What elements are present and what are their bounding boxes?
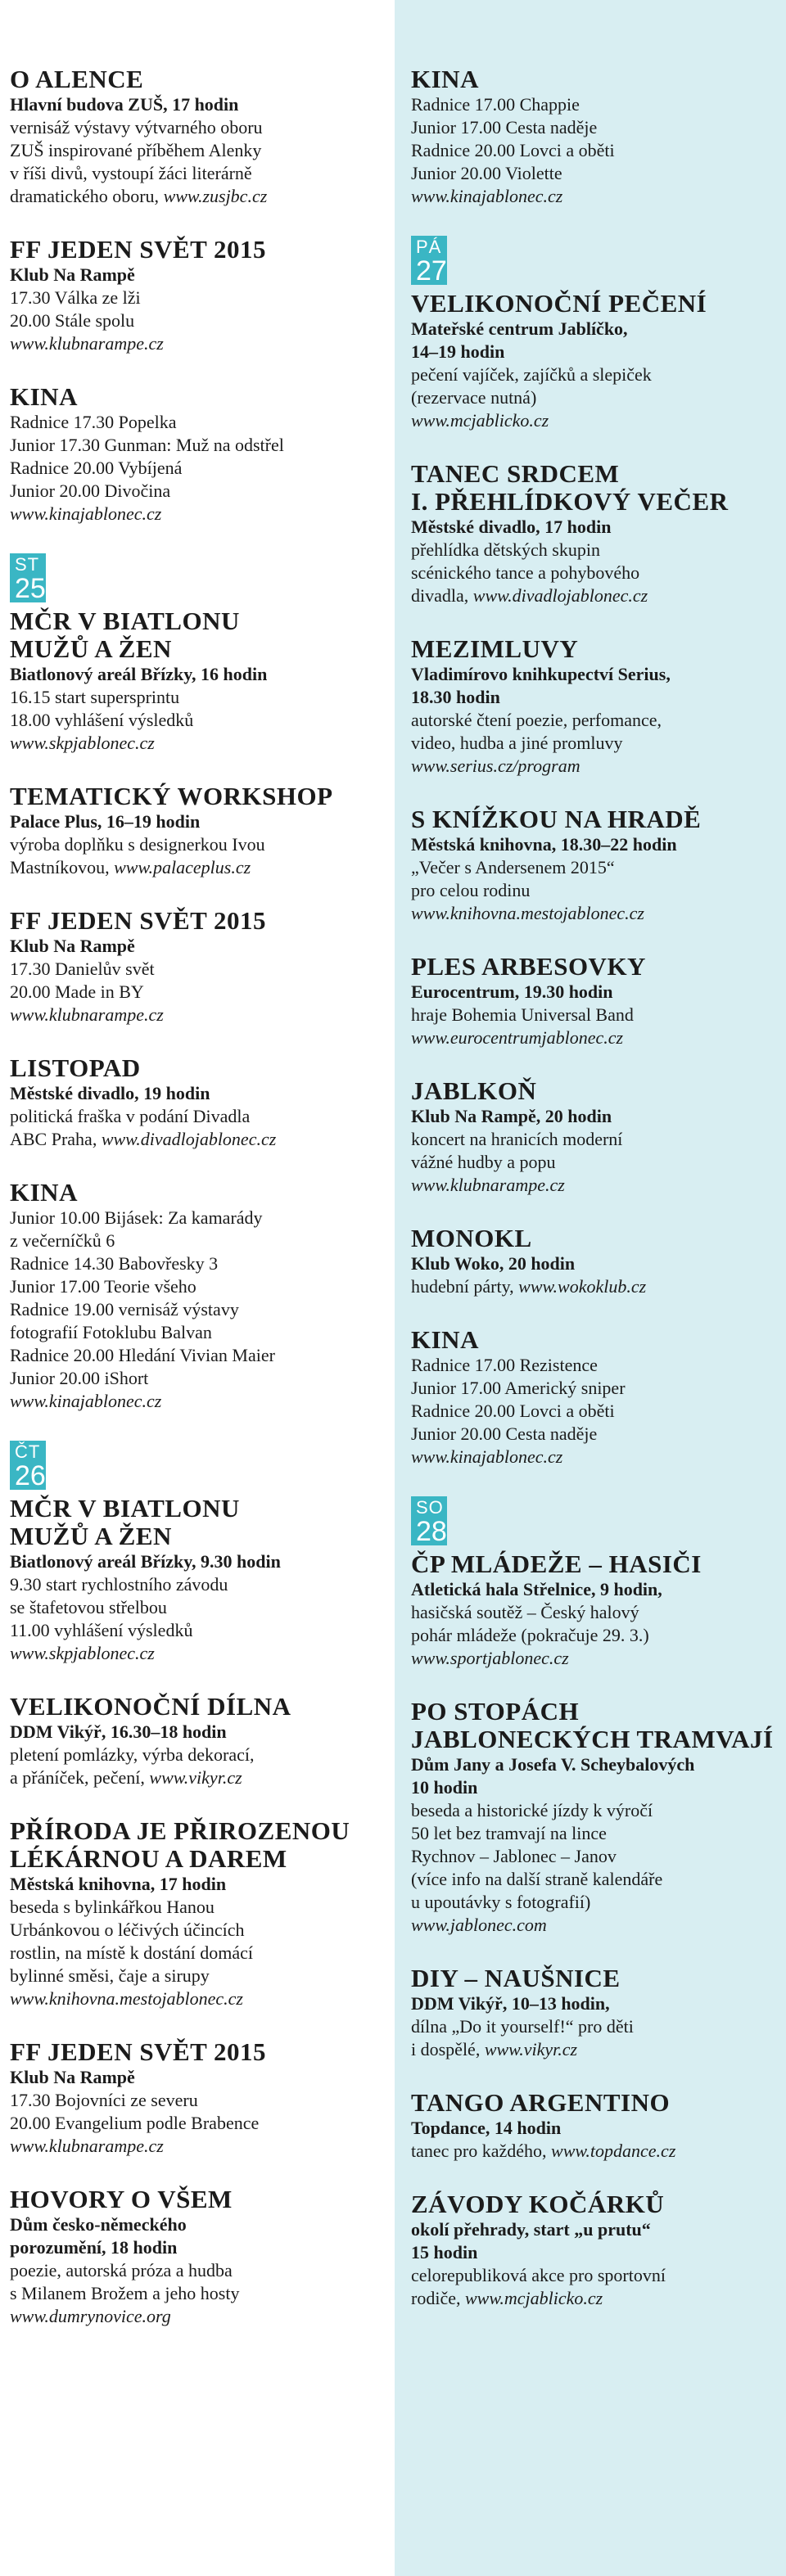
- event-detail-line: [10, 1298, 385, 1321]
- event-venue: DDM Vikýř, 16.30–18 hodin: [10, 1721, 227, 1742]
- event-venue: Topdance, 14 hodin: [411, 2118, 562, 2138]
- event-detail-line: [10, 1744, 385, 1766]
- event-detail-text: 17.30 Danielův svět: [10, 959, 155, 979]
- event-venue: Hlavní budova ZUŠ, 17 hodin: [10, 94, 239, 115]
- event-website-link[interactable]: www.kinajablonec.cz: [10, 503, 162, 524]
- event-title: PO STOPÁCH: [411, 1697, 580, 1726]
- event-detail-text: koncert na hranicích moderní: [411, 1129, 623, 1149]
- event-detail-text: výroba doplňku s designerkou Ivou: [10, 834, 265, 855]
- event-title: KINA: [411, 1325, 479, 1354]
- date-badge-number: 25: [15, 573, 46, 604]
- event-detail-line: [10, 411, 385, 434]
- date-badge-number: 26: [15, 1460, 46, 1491]
- event-venue: 15 hodin: [411, 2242, 478, 2262]
- event-detail-line: [411, 584, 778, 607]
- event-detail-text: Junior 20.00 Divočina: [10, 480, 171, 501]
- event-title: JABLKOŇ: [411, 1076, 537, 1105]
- event-detail-text: vážné hudby a popu: [411, 1152, 556, 1172]
- event-title: MUŽŮ A ŽEN: [10, 634, 172, 663]
- event-detail-line: [10, 1321, 385, 1344]
- event-detail-text: Radnice 17.30 Popelka: [10, 412, 177, 432]
- event-detail-line: [411, 2140, 778, 2163]
- event-block: [411, 1496, 778, 1670]
- event-website-link[interactable]: www.kinajablonec.cz: [411, 186, 563, 206]
- event-detail-text: vernisáž výstavy výtvarného oboru: [10, 117, 263, 138]
- event-detail-line: [10, 1642, 385, 1665]
- event-detail-line: [10, 2112, 385, 2135]
- event-block: [411, 236, 778, 432]
- event-detail-line: [411, 363, 778, 386]
- event-title: MEZIMLUVY: [411, 634, 579, 663]
- date-badge: [10, 553, 46, 602]
- event-website-link[interactable]: www.vikyr.cz: [149, 1767, 242, 1788]
- event-title: LISTOPAD: [10, 1053, 141, 1082]
- event-block: [10, 1817, 385, 2010]
- event-detail-line: [10, 1004, 385, 1026]
- event-block: [411, 1965, 778, 2061]
- event-block: [10, 236, 385, 355]
- event-website-link[interactable]: www.mcjablicko.cz: [464, 2288, 603, 2308]
- event-venue: Dům Jany a Josefa V. Scheybalových: [411, 1754, 695, 1775]
- event-title: ZÁVODY KOČÁRKŮ: [411, 2190, 665, 2218]
- event-detail-text: Radnice 20.00 Vybíjená: [10, 458, 183, 478]
- event-detail-line: [411, 185, 778, 208]
- date-badge-day: SO: [416, 1497, 444, 1518]
- event-detail-line: [10, 981, 385, 1004]
- event-detail-line: [411, 1845, 778, 1868]
- event-detail-line: [411, 2015, 778, 2038]
- event-detail-text: z večerníčků 6: [10, 1230, 115, 1251]
- event-block: [10, 383, 385, 526]
- event-block: [411, 1077, 778, 1197]
- event-detail-line: [411, 116, 778, 139]
- event-website-link[interactable]: www.mcjablicko.cz: [411, 410, 549, 431]
- event-detail-line: [10, 1965, 385, 1987]
- event-detail-line: [10, 1207, 385, 1229]
- event-detail-line: [10, 1942, 385, 1965]
- event-detail-line: [10, 1896, 385, 1919]
- event-detail-text: Radnice 17.00 Chappie: [411, 94, 580, 115]
- event-detail-line: [411, 1128, 778, 1151]
- event-detail-text: i dospělé,: [411, 2039, 485, 2059]
- event-detail-line: [10, 1344, 385, 1367]
- event-detail-line: [10, 1105, 385, 1128]
- event-detail-line: [10, 457, 385, 480]
- event-block: [10, 907, 385, 1026]
- event-title: TANGO ARGENTINO: [411, 2088, 671, 2117]
- event-detail-text: Radnice 20.00 Lovci a oběti: [411, 140, 615, 160]
- event-detail-text: ABC Praha,: [10, 1129, 102, 1149]
- event-detail-line: [10, 856, 385, 879]
- event-detail-line: [10, 503, 385, 526]
- event-detail-text: celorepubliková akce pro sportovní: [411, 2265, 666, 2285]
- event-venue: 10 hodin: [411, 1777, 478, 1798]
- event-detail-text: scénického tance a pohybového: [411, 562, 640, 583]
- event-block: [411, 1225, 778, 1298]
- event-detail-line: [411, 902, 778, 925]
- event-venue: Dům česko-německého: [10, 2214, 187, 2235]
- event-detail-text: Junior 17.00 Cesta naděje: [411, 117, 598, 138]
- event-venue: Mateřské centrum Jablíčko,: [411, 318, 628, 339]
- event-detail-text: přehlídka dětských skupin: [411, 539, 600, 560]
- event-website-link[interactable]: www.dumrynovice.org: [10, 2306, 171, 2326]
- date-badge-number: 27: [416, 255, 447, 286]
- event-detail-line: [10, 1596, 385, 1619]
- event-detail-line: [411, 2287, 778, 2310]
- event-venue: Palace Plus, 16–19 hodin: [10, 811, 201, 832]
- event-detail-text: 17.30 Válka ze lži: [10, 287, 141, 308]
- event-detail-line: [10, 1128, 385, 1151]
- event-detail-line: [411, 1354, 778, 1377]
- event-detail-text: pohár mládeže (pokračuje 29. 3.): [411, 1625, 649, 1645]
- event-detail-line: [411, 1624, 778, 1647]
- event-title: DIY – NAUŠNICE: [411, 1964, 621, 1992]
- event-detail-line: [10, 162, 385, 185]
- event-detail-line: [10, 2135, 385, 2158]
- event-detail-text: pletení pomlázky, výrba dekorací,: [10, 1744, 255, 1765]
- event-detail-line: [10, 332, 385, 355]
- date-badge-number: 28: [416, 1516, 447, 1547]
- event-detail-line: [411, 709, 778, 732]
- event-detail-line: [411, 386, 778, 409]
- event-detail-line: [411, 1914, 778, 1937]
- event-detail-text: ZUŠ inspirované příběhem Alenky: [10, 140, 262, 160]
- event-detail-text: 20.00 Stále spolu: [10, 310, 135, 331]
- event-title: VELIKONOČNÍ DÍLNA: [10, 1692, 291, 1721]
- event-venue: Klub Na Rampě: [10, 264, 135, 285]
- event-detail-line: [411, 1275, 778, 1298]
- event-detail-line: [10, 833, 385, 856]
- event-detail-text: Junior 17.30 Gunman: Muž na odstřel: [10, 435, 284, 455]
- event-website-link[interactable]: www.knihovna.mestojablonec.cz: [10, 1988, 243, 2009]
- event-detail-line: [411, 755, 778, 778]
- event-venue: Městská knihovna, 17 hodin: [10, 1874, 227, 1894]
- event-block: [411, 2089, 778, 2163]
- event-detail-line: [411, 2038, 778, 2061]
- event-block: [411, 460, 778, 607]
- event-venue: okolí přehrady, start „u prutu“: [411, 2219, 651, 2240]
- event-venue: Biatlonový areál Břízky, 16 hodin: [10, 664, 268, 684]
- event-detail-text: 17.30 Bojovníci ze severu: [10, 2090, 198, 2110]
- event-detail-line: [10, 709, 385, 732]
- event-detail-text: fotografií Fotoklubu Balvan: [10, 1322, 212, 1342]
- event-detail-line: [411, 93, 778, 116]
- event-detail-line: [10, 732, 385, 755]
- event-title: FF JEDEN SVĚT 2015: [10, 906, 267, 935]
- event-detail-text: Radnice 14.30 Babovřesky 3: [10, 1253, 219, 1274]
- event-venue: 14–19 hodin: [411, 341, 505, 362]
- event-detail-text: Urbánkovou o léčivých účincích: [10, 1920, 245, 1940]
- event-detail-text: 20.00 Evangelium podle Brabence: [10, 2113, 260, 2133]
- event-detail-text: a přáníček, pečení,: [10, 1767, 150, 1788]
- event-venue: Klub Woko, 20 hodin: [411, 1253, 576, 1274]
- event-detail-text: Junior 17.00 Teorie všeho: [10, 1276, 196, 1297]
- event-detail-line: [10, 1252, 385, 1275]
- event-website-link[interactable]: www.vikyr.cz: [484, 2039, 578, 2059]
- event-title: FF JEDEN SVĚT 2015: [10, 2037, 267, 2066]
- event-website-link[interactable]: www.skpjablonec.cz: [10, 1643, 155, 1663]
- event-title: PŘÍRODA JE PŘIROZENOU: [10, 1816, 350, 1845]
- event-detail-text: Radnice 19.00 vernisáž výstavy: [10, 1299, 239, 1320]
- event-detail-text: 18.00 vyhlášení výsledků: [10, 710, 194, 730]
- event-venue: DDM Vikýř, 10–13 hodin,: [411, 1993, 610, 2014]
- right-column-content: [395, 0, 786, 2310]
- event-detail-line: [411, 562, 778, 584]
- event-detail-line: [10, 2282, 385, 2305]
- event-detail-line: [411, 856, 778, 879]
- date-badge-day: ST: [15, 554, 40, 575]
- event-detail-text: poezie, autorská próza a hudba: [10, 2260, 233, 2281]
- event-title: TEMATICKÝ WORKSHOP: [10, 782, 333, 810]
- event-detail-line: [411, 1004, 778, 1026]
- event-detail-line: [10, 686, 385, 709]
- event-detail-line: [411, 1446, 778, 1468]
- event-detail-text: beseda a historické jízdy k výročí: [411, 1800, 653, 1820]
- event-detail-line: [10, 1229, 385, 1252]
- event-detail-text: (rezervace nutná): [411, 387, 537, 408]
- event-title: JABLONECKÝCH TRAMVAJÍ: [411, 1725, 774, 1753]
- event-website-link[interactable]: www.serius.cz/program: [411, 756, 580, 776]
- event-detail-text: hraje Bohemia Universal Band: [411, 1004, 634, 1025]
- event-venue: Vladimírovo knihkupectví Serius,: [411, 664, 671, 684]
- date-badge: [10, 1441, 46, 1490]
- event-detail-text: hudební párty,: [411, 1276, 519, 1297]
- event-title: KINA: [10, 1178, 78, 1207]
- event-website-link[interactable]: www.kinajablonec.cz: [411, 1446, 563, 1467]
- event-detail-text: Junior 10.00 Bijásek: Za kamarády: [10, 1207, 263, 1228]
- date-badge-day: ČT: [15, 1441, 41, 1462]
- event-website-link[interactable]: www.skpjablonec.cz: [10, 733, 155, 753]
- event-block: [10, 1693, 385, 1789]
- event-detail-line: [411, 1423, 778, 1446]
- event-detail-line: [411, 1151, 778, 1174]
- event-block: [10, 2186, 385, 2328]
- event-detail-line: [411, 139, 778, 162]
- event-block: [411, 65, 778, 208]
- event-title: I. PŘEHLÍDKOVÝ VEČER: [411, 487, 729, 516]
- event-website-link[interactable]: www.sportjablonec.cz: [411, 1648, 569, 1668]
- event-venue: 18.30 hodin: [411, 687, 500, 707]
- event-website-link[interactable]: www.wokoklub.cz: [518, 1276, 647, 1297]
- event-block: [10, 1441, 385, 1665]
- event-website-link[interactable]: www.palaceplus.cz: [114, 857, 251, 877]
- event-block: [411, 805, 778, 925]
- event-website-link[interactable]: www.eurocentrumjablonec.cz: [411, 1027, 624, 1048]
- event-detail-line: [10, 958, 385, 981]
- event-block: [10, 553, 385, 755]
- event-detail-line: [10, 1766, 385, 1789]
- event-detail-text: u upoutávky s fotografií): [411, 1892, 591, 1912]
- event-detail-line: [10, 1573, 385, 1596]
- event-detail-text: bylinné směsi, čaje a sirupy: [10, 1965, 210, 1986]
- event-detail-line: [411, 1174, 778, 1197]
- event-detail-line: [411, 1799, 778, 1822]
- event-block: [411, 953, 778, 1049]
- event-title: PLES ARBESOVKY: [411, 952, 646, 981]
- event-block: [10, 783, 385, 879]
- event-detail-text: Mastníkovou,: [10, 857, 115, 877]
- event-detail-line: [10, 185, 385, 208]
- event-detail-text: s Milanem Brožem a jeho hosty: [10, 2283, 240, 2303]
- event-detail-text: tanec pro každého,: [411, 2141, 552, 2161]
- event-block: [411, 635, 778, 778]
- event-venue: Eurocentrum, 19.30 hodin: [411, 981, 613, 1002]
- event-detail-line: [411, 1822, 778, 1845]
- event-block: [10, 1179, 385, 1413]
- event-detail-line: [411, 1400, 778, 1423]
- event-detail-line: [10, 2305, 385, 2328]
- event-detail-text: divadla,: [411, 585, 473, 606]
- event-block: [10, 2038, 385, 2158]
- event-venue: Městská knihovna, 18.30–22 hodin: [411, 834, 677, 855]
- event-detail-text: rodiče,: [411, 2288, 465, 2308]
- event-detail-line: [411, 732, 778, 755]
- event-website-link[interactable]: www.topdance.cz: [551, 2141, 676, 2161]
- event-title: VELIKONOČNÍ PEČENÍ: [411, 289, 707, 318]
- event-title: MČR V BIATLONU: [10, 1494, 240, 1523]
- event-title: MUŽŮ A ŽEN: [10, 1522, 172, 1550]
- event-detail-line: [10, 286, 385, 309]
- event-detail-text: Radnice 17.00 Rezistence: [411, 1355, 598, 1375]
- event-block: [411, 2190, 778, 2310]
- date-badge: [411, 1496, 447, 1545]
- event-title: KINA: [10, 382, 78, 411]
- event-venue: Atletická hala Střelnice, 9 hodin,: [411, 1579, 662, 1599]
- event-detail-text: beseda s bylinkářkou Hanou: [10, 1897, 215, 1917]
- event-detail-line: [10, 480, 385, 503]
- event-website-link[interactable]: www.kinajablonec.cz: [10, 1391, 162, 1411]
- event-detail-text: (více info na další straně kalendáře: [411, 1869, 663, 1889]
- event-detail-line: [411, 2264, 778, 2287]
- event-website-link[interactable]: www.zusjbc.cz: [163, 186, 268, 206]
- event-venue: Klub Na Rampě, 20 hodin: [411, 1106, 612, 1126]
- event-detail-text: se štafetovou střelbou: [10, 1597, 167, 1617]
- event-detail-text: hasičská soutěž – Český halový: [411, 1602, 639, 1622]
- event-title: MONOKL: [411, 1224, 532, 1252]
- event-detail-line: [411, 1891, 778, 1914]
- event-detail-line: [10, 1987, 385, 2010]
- event-detail-line: [411, 1601, 778, 1624]
- event-detail-text: pečení vajíček, zajíčků a slepiček: [411, 364, 652, 385]
- event-block: [411, 1326, 778, 1468]
- left-column-content: [0, 0, 393, 2328]
- event-website-link[interactable]: www.klubnarampe.cz: [10, 2136, 164, 2156]
- event-detail-text: „Večer s Andersenem 2015“: [411, 857, 615, 877]
- event-title: LÉKÁRNOU A DAREM: [10, 1844, 287, 1873]
- event-detail-text: Rychnov – Jablonec – Janov: [411, 1846, 617, 1866]
- event-block: [411, 1698, 778, 1937]
- event-detail-text: rostlin, na místě k dostání domácí: [10, 1942, 253, 1963]
- event-detail-text: dramatického oboru,: [10, 186, 164, 206]
- event-detail-line: [411, 1026, 778, 1049]
- event-website-link[interactable]: www.klubnarampe.cz: [10, 1004, 164, 1025]
- event-detail-line: [411, 162, 778, 185]
- event-detail-text: Radnice 20.00 Lovci a oběti: [411, 1401, 615, 1421]
- event-venue: Klub Na Rampě: [10, 936, 135, 956]
- event-detail-line: [10, 1367, 385, 1390]
- event-detail-text: 50 let bez tramvají na lince: [411, 1823, 607, 1843]
- event-detail-text: autorské čtení poezie, perfomance,: [411, 710, 662, 730]
- event-title: MČR V BIATLONU: [10, 607, 240, 635]
- event-website-link[interactable]: www.jablonec.com: [411, 1915, 547, 1935]
- event-detail-line: [411, 1647, 778, 1670]
- event-detail-text: Junior 20.00 Cesta naděje: [411, 1423, 598, 1444]
- event-detail-line: [10, 1919, 385, 1942]
- event-detail-text: Junior 20.00 iShort: [10, 1368, 149, 1388]
- event-title: S KNÍŽKOU NA HRADĚ: [411, 805, 702, 833]
- event-detail-text: 9.30 start rychlostního závodu: [10, 1574, 228, 1595]
- event-detail-line: [10, 2089, 385, 2112]
- event-detail-line: [10, 1619, 385, 1642]
- event-detail-text: v říši divů, vystoupí žáci literárně: [10, 163, 252, 183]
- event-detail-line: [411, 409, 778, 432]
- event-title: O ALENCE: [10, 65, 144, 93]
- event-detail-line: [411, 879, 778, 902]
- event-detail-text: Junior 17.00 Americký sniper: [411, 1378, 626, 1398]
- event-detail-line: [411, 1377, 778, 1400]
- event-website-link[interactable]: www.divadlojablonec.cz: [472, 585, 648, 606]
- event-detail-text: politická fraška v podání Divadla: [10, 1106, 251, 1126]
- event-detail-line: [10, 434, 385, 457]
- event-detail-line: [10, 2259, 385, 2282]
- event-detail-text: 16.15 start supersprintu: [10, 687, 180, 707]
- event-detail-line: [411, 539, 778, 562]
- right-column: [395, 0, 786, 2576]
- event-detail-text: video, hudba a jiné promluvy: [411, 733, 623, 753]
- event-website-link[interactable]: www.knihovna.mestojablonec.cz: [411, 903, 644, 923]
- date-badge: [411, 236, 447, 285]
- event-block: [10, 1054, 385, 1151]
- event-block: [10, 65, 385, 208]
- event-detail-line: [10, 1390, 385, 1413]
- event-detail-text: Radnice 20.00 Hledání Vivian Maier: [10, 1345, 275, 1365]
- event-detail-line: [10, 139, 385, 162]
- event-venue: Městské divadlo, 19 hodin: [10, 1083, 210, 1103]
- date-badge-day: PÁ: [416, 237, 442, 257]
- event-title: ČP MLÁDEŽE – HASIČI: [411, 1550, 702, 1578]
- event-website-link[interactable]: www.klubnarampe.cz: [411, 1175, 565, 1195]
- event-detail-text: Junior 20.00 Violette: [411, 163, 562, 183]
- event-venue: Klub Na Rampě: [10, 2067, 135, 2087]
- event-detail-text: 11.00 vyhlášení výsledků: [10, 1620, 193, 1640]
- event-detail-line: [10, 1275, 385, 1298]
- event-venue: porozumění, 18 hodin: [10, 2237, 178, 2258]
- event-website-link[interactable]: www.klubnarampe.cz: [10, 333, 164, 354]
- event-title: KINA: [411, 65, 479, 93]
- event-website-link[interactable]: www.divadlojablonec.cz: [101, 1129, 277, 1149]
- event-detail-text: pro celou rodinu: [411, 880, 531, 900]
- event-detail-line: [10, 116, 385, 139]
- event-venue: Městské divadlo, 17 hodin: [411, 517, 612, 537]
- event-title: HOVORY O VŠEM: [10, 2185, 233, 2213]
- event-title: FF JEDEN SVĚT 2015: [10, 235, 267, 264]
- event-detail-text: 20.00 Made in BY: [10, 981, 144, 1002]
- event-detail-line: [10, 309, 385, 332]
- event-venue: Biatlonový areál Břízky, 9.30 hodin: [10, 1551, 281, 1572]
- event-detail-text: dílna „Do it yourself!“ pro děti: [411, 2016, 634, 2037]
- event-title: TANEC SRDCEM: [411, 459, 620, 488]
- event-detail-line: [411, 1868, 778, 1891]
